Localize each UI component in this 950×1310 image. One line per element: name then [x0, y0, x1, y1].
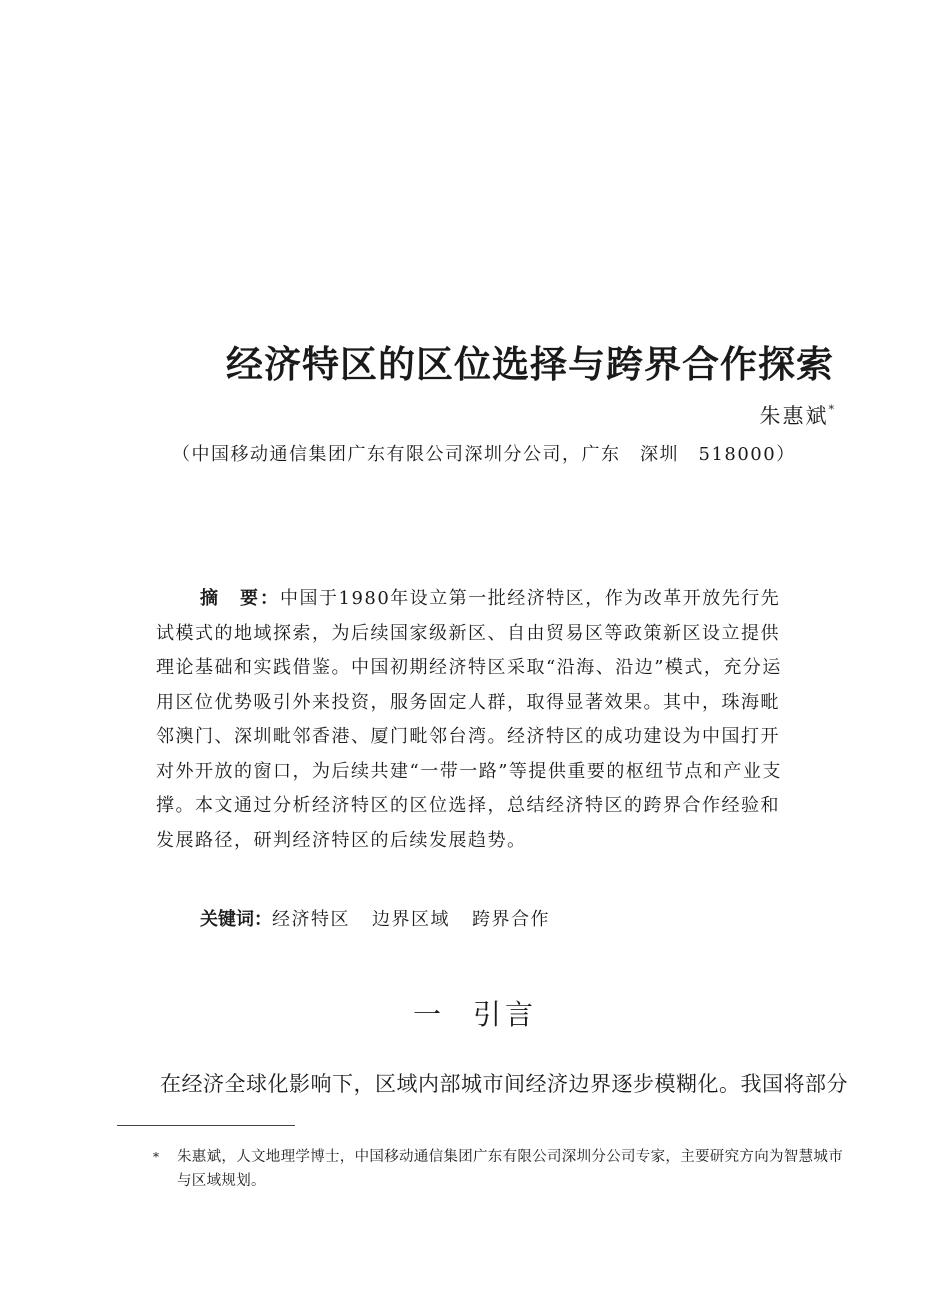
footnote-text: 朱惠斌，人文地理学博士，中国移动通信集团广东有限公司深圳分公司专家，主要研究方向为智慧城市与区域规划。 [177, 1149, 843, 1189]
keywords-label: 关键词： [200, 909, 272, 930]
keywords-block [200, 905, 572, 931]
abstract-label: 摘 要： [200, 588, 280, 609]
footnote-mark: * [153, 1150, 160, 1164]
section-number: 一 [412, 998, 445, 1031]
abstract-block [156, 582, 796, 858]
keyword-item: 跨界合作 [472, 909, 550, 930]
footnote-divider [117, 1125, 295, 1126]
paper-title: 经济特区的区位选择与跨界合作探索 [226, 342, 834, 386]
author-line [760, 400, 835, 430]
footnote [153, 1145, 843, 1193]
keyword-item: 经济特区 [272, 909, 350, 930]
author-affiliation: （中国移动通信集团广东有限公司深圳分公司，广东 深圳 518000） [172, 444, 796, 465]
keyword-item: 边界区域 [372, 909, 450, 930]
body-paragraph: 在经济全球化影响下，区域内部城市间经济边界逐步模糊化。我国将部分 [160, 1072, 848, 1096]
author-footnote-mark: * [828, 403, 834, 416]
abstract-text: 中国于1980年设立第一批经济特区，作为改革开放先行先试模式的地域探索，为后续国家级新区、自由贸易区等政策新区设立提供理论基础和实践借鉴。中国初期经济特区采取“沿海、沿边”模式，充分运用区位优势吸引外来投资，服务固定人群，取得显著效果。其中，珠海毗邻澳门、深圳毗邻香港、厦门毗邻台湾。经济特区的成功建设为中国打开对外开放的窗口，为后续共建“一带一路”等提供重要的枢纽节点和产业支撑。本文通过分析经济特区的区位选择，总结经济特区的跨界合作经验和发展路径，研判经济特区的后续发展趋势。 [156, 588, 782, 851]
section-heading [0, 993, 950, 1033]
author-name: 朱惠斌 [759, 404, 829, 428]
section-title: 引言 [473, 998, 538, 1031]
